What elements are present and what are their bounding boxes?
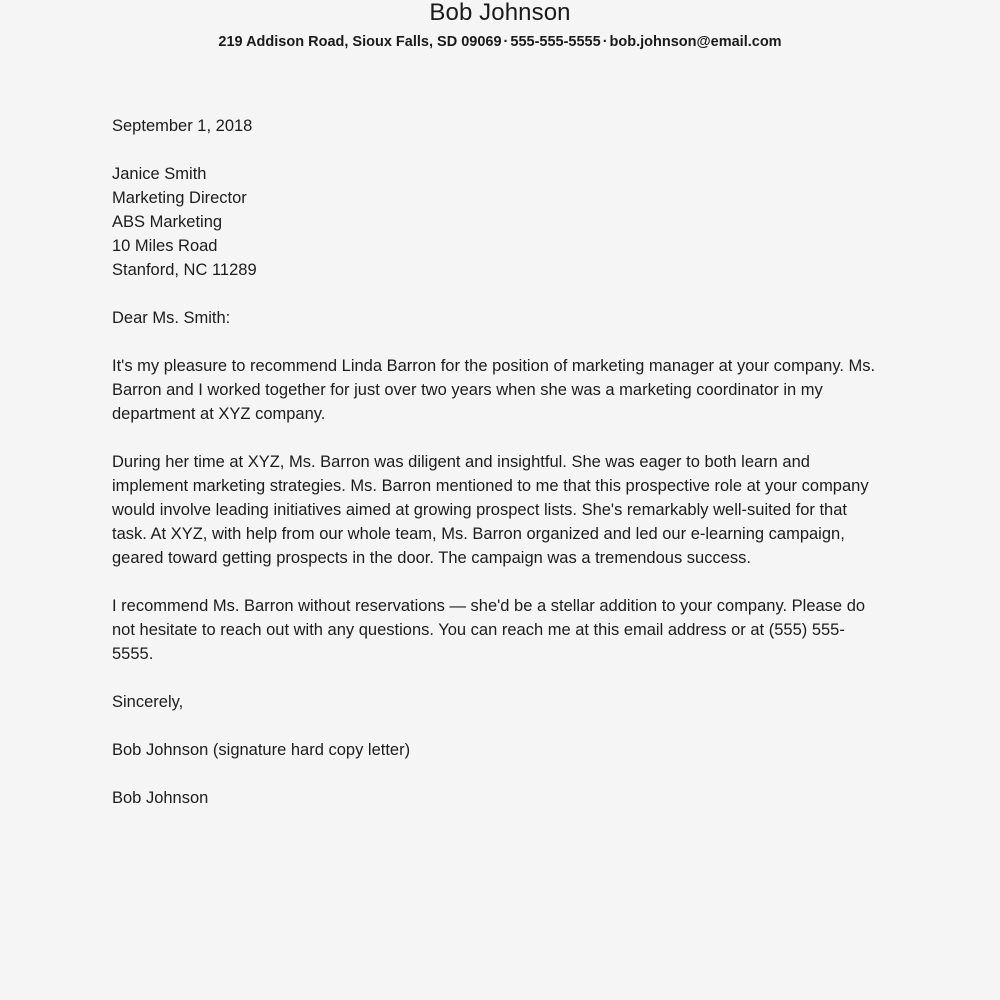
letterhead (0, 0, 1000, 52)
sender-email: bob.johnson@email.com (609, 34, 782, 50)
body-paragraph: It's my pleasure to recommend Linda Barron for the position of marketing manager at your company. Ms. Barron and I worked together for just over two years when she was a marketing coordinator in my department at XYZ company. (112, 357, 876, 423)
body-paragraph: I recommend Ms. Barron without reservations — she'd be a stellar addition to your company. Please do not hesitate to reach out with any questions. You can reach me at this email address or at (555) 555-5555. (112, 597, 866, 663)
recipient-company: ABS Marketing (112, 213, 223, 231)
salutation: Dear Ms. Smith: (112, 309, 231, 327)
recipient-street: 10 Miles Road (112, 237, 218, 255)
recipient-city-state-zip: Stanford, NC 11289 (112, 261, 257, 279)
signer-name: Bob Johnson (112, 789, 209, 807)
date-line: September 1, 2018 (112, 117, 253, 135)
recipient-address-block (112, 162, 877, 282)
sender-name: Bob Johnson (429, 0, 571, 26)
letter-body (112, 52, 877, 810)
recipient-name: Janice Smith (112, 165, 207, 183)
recipient-title: Marketing Director (112, 189, 247, 207)
closing-line: Sincerely, (112, 693, 184, 711)
sender-contact-line (0, 26, 1000, 52)
sender-address: 219 Addison Road, Sioux Falls, SD 09069 (218, 34, 502, 50)
contact-separator-2: · (602, 34, 608, 50)
contact-separator-1: · (503, 34, 509, 50)
body-paragraph: During her time at XYZ, Ms. Barron was diligent and insightful. She was eager to both learn and implement marketing strategies. Ms. Barron mentioned to me that this prospective role at your company would involve leading initiatives aimed at growing prospect lists. She's remarkably well-suited for that task. At XYZ, with help from our whole team, Ms. Barron organized and led our e-learning campaign, geared toward getting prospects in the door. The campaign was a tremendous success. (112, 453, 869, 567)
signature-note: Bob Johnson (signature hard copy letter) (112, 741, 411, 759)
sender-phone: 555-555-5555 (510, 34, 601, 50)
